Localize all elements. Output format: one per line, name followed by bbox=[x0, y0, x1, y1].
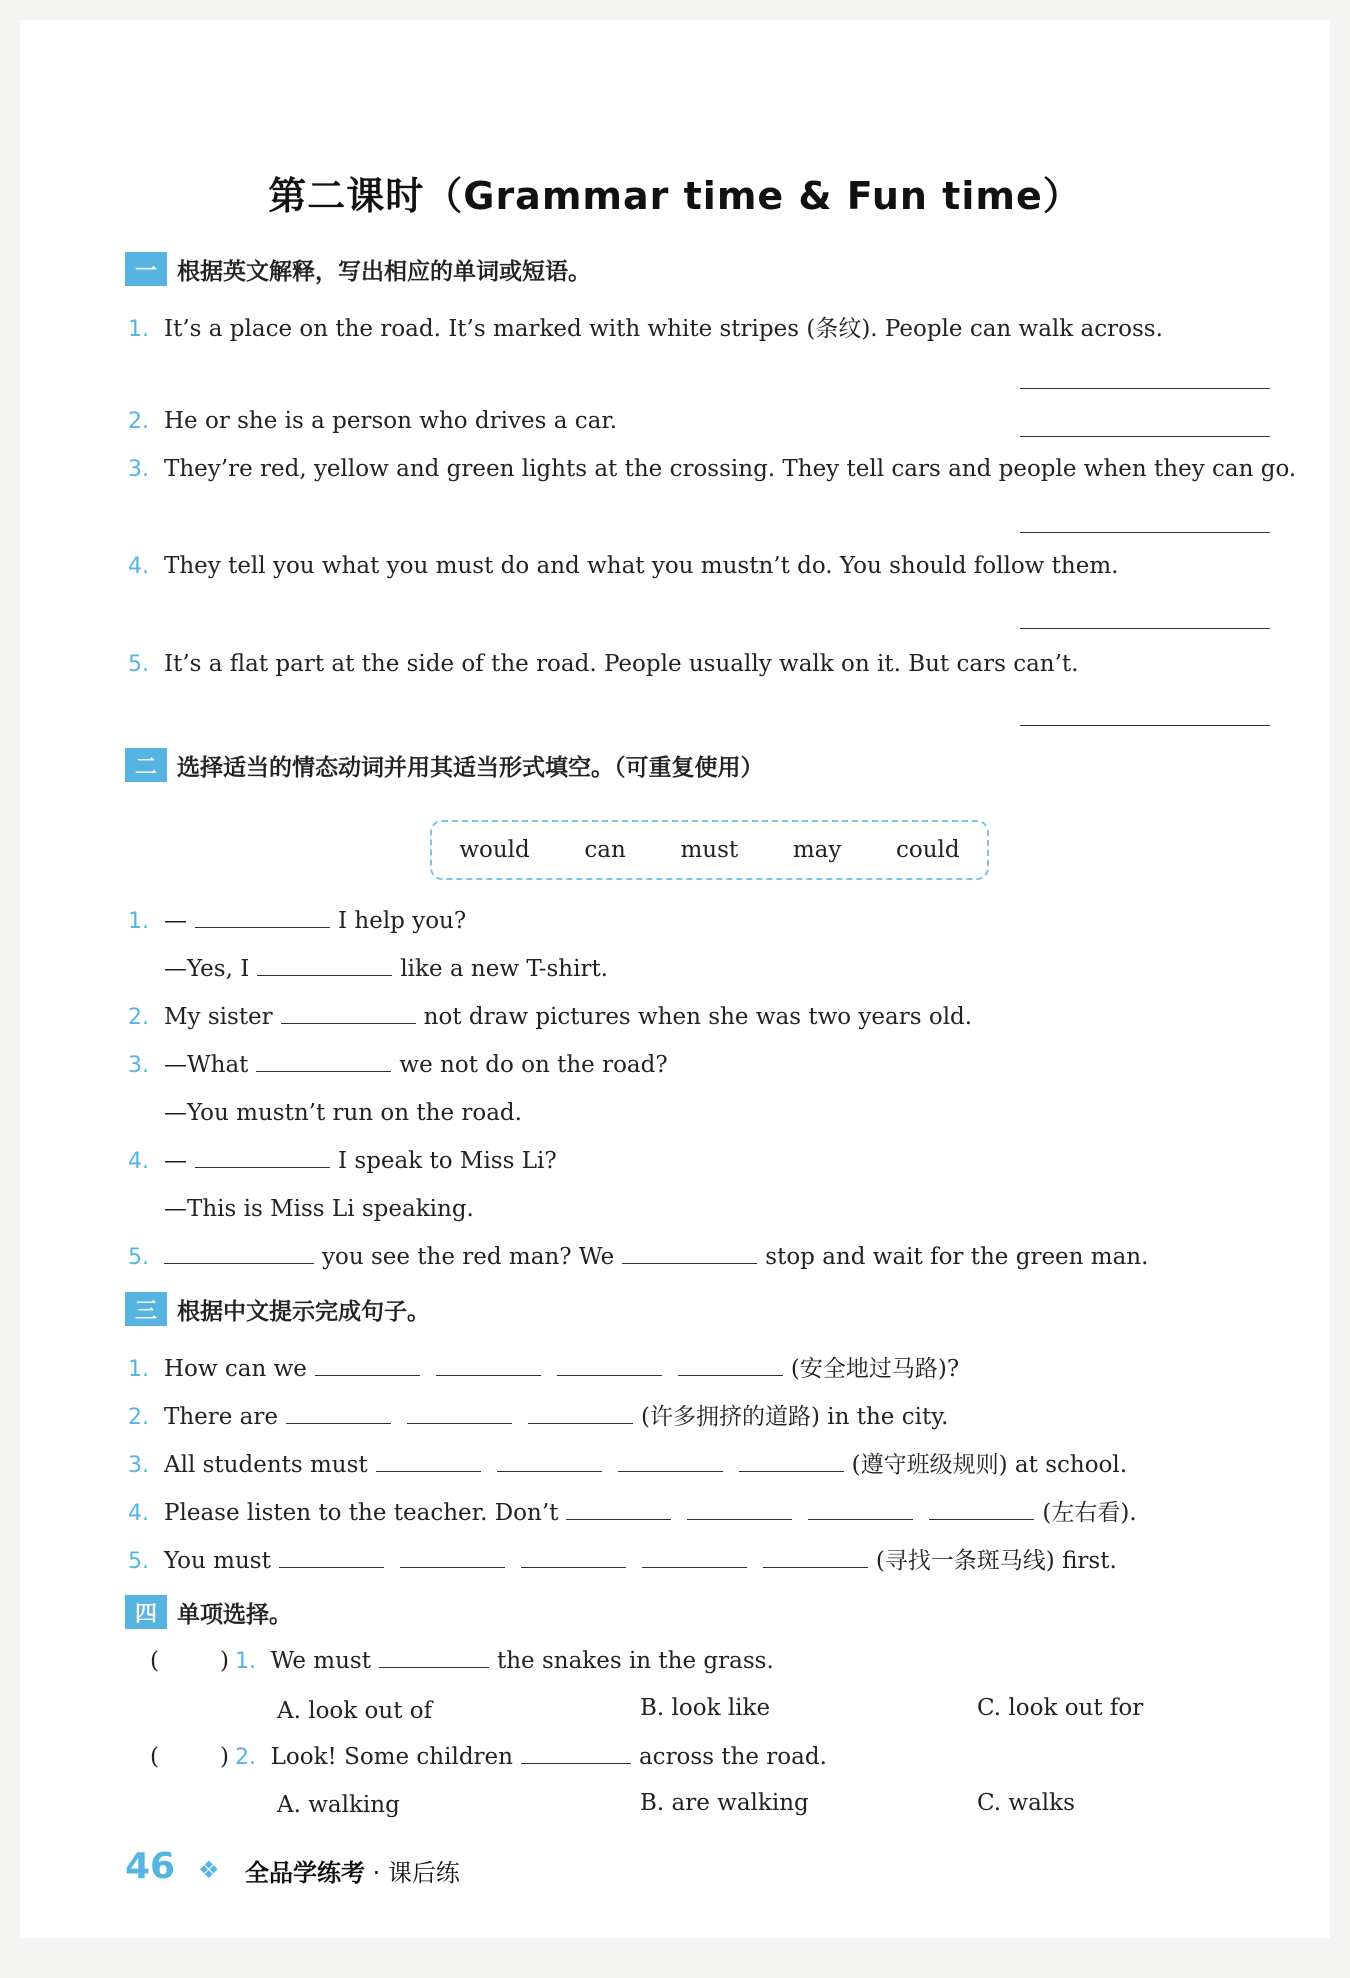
option-b[interactable]: B. look like bbox=[640, 1695, 771, 1721]
s2-question-3a bbox=[128, 1052, 668, 1078]
fill-blank[interactable] bbox=[281, 1022, 416, 1024]
question-number: 2. bbox=[128, 1405, 149, 1430]
s2-question-1b bbox=[164, 956, 608, 982]
fill-blank[interactable] bbox=[497, 1470, 602, 1472]
question-number: 1. bbox=[235, 1649, 256, 1674]
fill-blank[interactable] bbox=[379, 1666, 489, 1668]
question-text: It’s a flat part at the side of the road. People usually walk on it. But cars can’t. bbox=[164, 651, 1079, 677]
answer-paren-close: ) bbox=[220, 1744, 229, 1770]
fill-blank[interactable] bbox=[687, 1518, 792, 1520]
option-c[interactable]: C. look out for bbox=[977, 1695, 1144, 1721]
fill-blank[interactable] bbox=[257, 974, 392, 976]
word-bank-word: could bbox=[896, 837, 960, 863]
fill-blank[interactable] bbox=[315, 1374, 420, 1376]
s2-question-4b: —This is Miss Li speaking. bbox=[164, 1196, 474, 1222]
answer-paren-open: ( bbox=[150, 1648, 159, 1674]
footer-separator: · bbox=[372, 1859, 381, 1887]
question-number: 2. bbox=[128, 1005, 149, 1030]
s1-answer-line-4[interactable] bbox=[1020, 628, 1270, 629]
question-number: 1. bbox=[128, 317, 149, 342]
fill-blank[interactable] bbox=[436, 1374, 541, 1376]
question-text: It’s a place on the road. It’s marked with white stripes (条纹). People can walk across. bbox=[164, 316, 1163, 342]
s1-question-4 bbox=[128, 553, 1118, 579]
word-bank-word: can bbox=[584, 837, 626, 863]
footer-brand bbox=[245, 1853, 460, 1888]
s3-question-4 bbox=[128, 1494, 1137, 1527]
fill-blank[interactable] bbox=[763, 1566, 868, 1568]
s4-question-2 bbox=[235, 1744, 827, 1770]
question-number: 4. bbox=[128, 1501, 149, 1526]
fill-blank[interactable] bbox=[195, 926, 330, 928]
s3-question-5 bbox=[128, 1542, 1117, 1575]
question-number: 2. bbox=[128, 409, 149, 434]
question-text: They tell you what you must do and what you mustn’t do. You should follow them. bbox=[164, 553, 1119, 579]
question-text: Please listen to the teacher. Don’t bbox=[164, 1500, 559, 1526]
s1-answer-line-1[interactable] bbox=[1020, 388, 1270, 389]
s1-answer-line-3[interactable] bbox=[1020, 532, 1270, 533]
fill-blank[interactable] bbox=[279, 1566, 384, 1568]
s2-question-4a bbox=[128, 1148, 557, 1174]
question-text: I speak to Miss Li? bbox=[338, 1148, 557, 1174]
fill-blank[interactable] bbox=[808, 1518, 913, 1520]
chinese-hint: (遵守班级规则) at school. bbox=[851, 1452, 1128, 1478]
s1-question-5 bbox=[128, 651, 1078, 677]
fill-blank[interactable] bbox=[256, 1070, 391, 1072]
question-text: you see the red man? We bbox=[322, 1244, 615, 1270]
section-4-badge: 四 bbox=[125, 1595, 167, 1629]
s3-question-3 bbox=[128, 1446, 1127, 1479]
s1-question-2 bbox=[128, 408, 617, 434]
question-number: 3. bbox=[128, 457, 149, 482]
fill-blank[interactable] bbox=[622, 1262, 757, 1264]
section-2-header bbox=[125, 748, 764, 782]
question-text: Look! Some children bbox=[270, 1744, 513, 1770]
question-number: 4. bbox=[128, 1149, 149, 1174]
fill-blank[interactable] bbox=[286, 1422, 391, 1424]
section-1-badge: 一 bbox=[125, 252, 167, 286]
answer-paren-open: ( bbox=[150, 1744, 159, 1770]
word-bank-word: may bbox=[792, 837, 842, 863]
question-text: the snakes in the grass. bbox=[496, 1648, 774, 1674]
option-a[interactable]: A. walking bbox=[277, 1792, 400, 1818]
chinese-hint: (左右看). bbox=[1042, 1500, 1137, 1526]
fill-blank[interactable] bbox=[618, 1470, 723, 1472]
section-4-header bbox=[125, 1595, 292, 1629]
question-number: 1. bbox=[128, 1357, 149, 1382]
question-number: 5. bbox=[128, 1549, 149, 1574]
section-3-title: 根据中文提示完成句子。 bbox=[177, 1298, 430, 1325]
question-text: —Yes, I bbox=[164, 956, 250, 982]
worksheet-page bbox=[20, 20, 1330, 1938]
question-number: 5. bbox=[128, 1245, 149, 1270]
page-number: 46 bbox=[125, 1846, 176, 1887]
question-text: across the road. bbox=[638, 1744, 827, 1770]
chinese-hint: (许多拥挤的道路) in the city. bbox=[641, 1404, 949, 1430]
fill-blank[interactable] bbox=[739, 1470, 844, 1472]
footer-subtitle: 课后练 bbox=[387, 1859, 460, 1887]
section-3-badge: 三 bbox=[125, 1292, 167, 1326]
question-text: My sister bbox=[164, 1004, 273, 1030]
s2-question-2 bbox=[128, 1004, 972, 1030]
section-1-header bbox=[125, 252, 591, 286]
section-2-title: 选择适当的情态动词并用其适当形式填空。（可重复使用） bbox=[177, 754, 764, 781]
question-number: 1. bbox=[128, 909, 149, 934]
question-text: stop and wait for the green man. bbox=[765, 1244, 1149, 1270]
question-text: we not do on the road? bbox=[399, 1052, 668, 1078]
section-2-badge: 二 bbox=[125, 748, 167, 782]
fill-blank[interactable] bbox=[678, 1374, 783, 1376]
s3-question-2 bbox=[128, 1398, 948, 1431]
dash: — bbox=[164, 908, 187, 934]
fill-blank[interactable] bbox=[521, 1762, 631, 1764]
question-number: 3. bbox=[128, 1453, 149, 1478]
s1-question-3 bbox=[128, 456, 1296, 482]
question-text: How can we bbox=[164, 1356, 307, 1382]
question-text: You must bbox=[164, 1548, 271, 1574]
section-1-title: 根据英文解释，写出相应的单词或短语。 bbox=[177, 258, 591, 285]
fill-blank[interactable] bbox=[400, 1566, 505, 1568]
chinese-hint: (寻找一条斑马线) first. bbox=[875, 1548, 1117, 1574]
question-number: 4. bbox=[128, 554, 149, 579]
fill-blank[interactable] bbox=[528, 1422, 633, 1424]
page-title: 第二课时（Grammar time & Fun time） bbox=[268, 174, 1082, 218]
fill-blank[interactable] bbox=[557, 1374, 662, 1376]
question-text: There are bbox=[164, 1404, 279, 1430]
option-c[interactable]: C. walks bbox=[977, 1790, 1075, 1816]
fill-blank[interactable] bbox=[929, 1518, 1034, 1520]
fill-blank[interactable] bbox=[195, 1166, 330, 1168]
question-number: 5. bbox=[128, 652, 149, 677]
question-text: not draw pictures when she was two years old. bbox=[423, 1004, 973, 1030]
fill-blank[interactable] bbox=[642, 1566, 747, 1568]
diamond-icon: ❖ bbox=[198, 1856, 220, 1884]
fill-blank[interactable] bbox=[407, 1422, 512, 1424]
section-3-header bbox=[125, 1292, 430, 1326]
word-bank-word: would bbox=[459, 837, 530, 863]
question-text: They’re red, yellow and green lights at the crossing. They tell cars and people when they can go. bbox=[164, 456, 1297, 482]
word-bank-word: must bbox=[680, 837, 739, 863]
s1-answer-line-2[interactable] bbox=[1020, 436, 1270, 437]
question-text: He or she is a person who drives a car. bbox=[164, 408, 618, 434]
question-text: like a new T-shirt. bbox=[400, 956, 608, 982]
s2-question-5 bbox=[128, 1244, 1148, 1270]
option-a[interactable]: A. look out of bbox=[277, 1698, 433, 1724]
question-text: —What bbox=[164, 1052, 249, 1078]
answer-paren-close: ) bbox=[220, 1648, 229, 1674]
s2-question-1a bbox=[128, 908, 466, 934]
s4-question-1 bbox=[235, 1648, 774, 1674]
chinese-hint: (安全地过马路)? bbox=[790, 1356, 960, 1382]
s2-question-3b: —You mustn’t run on the road. bbox=[164, 1100, 522, 1126]
fill-blank[interactable] bbox=[521, 1566, 626, 1568]
word-bank-box bbox=[430, 820, 989, 880]
section-4-title: 单项选择。 bbox=[177, 1601, 292, 1628]
brand-name: 全品学练考 bbox=[245, 1859, 365, 1887]
question-text: All students must bbox=[164, 1452, 368, 1478]
question-text: I help you? bbox=[338, 908, 467, 934]
fill-blank[interactable] bbox=[566, 1518, 671, 1520]
question-text: We must bbox=[270, 1648, 371, 1674]
question-number: 2. bbox=[235, 1745, 256, 1770]
s1-answer-line-5[interactable] bbox=[1020, 725, 1270, 726]
option-b[interactable]: B. are walking bbox=[640, 1790, 809, 1816]
fill-blank[interactable] bbox=[164, 1262, 314, 1264]
fill-blank[interactable] bbox=[376, 1470, 481, 1472]
dash: — bbox=[164, 1148, 187, 1174]
question-number: 3. bbox=[128, 1053, 149, 1078]
s1-question-1 bbox=[128, 310, 1163, 343]
s3-question-1 bbox=[128, 1350, 959, 1383]
